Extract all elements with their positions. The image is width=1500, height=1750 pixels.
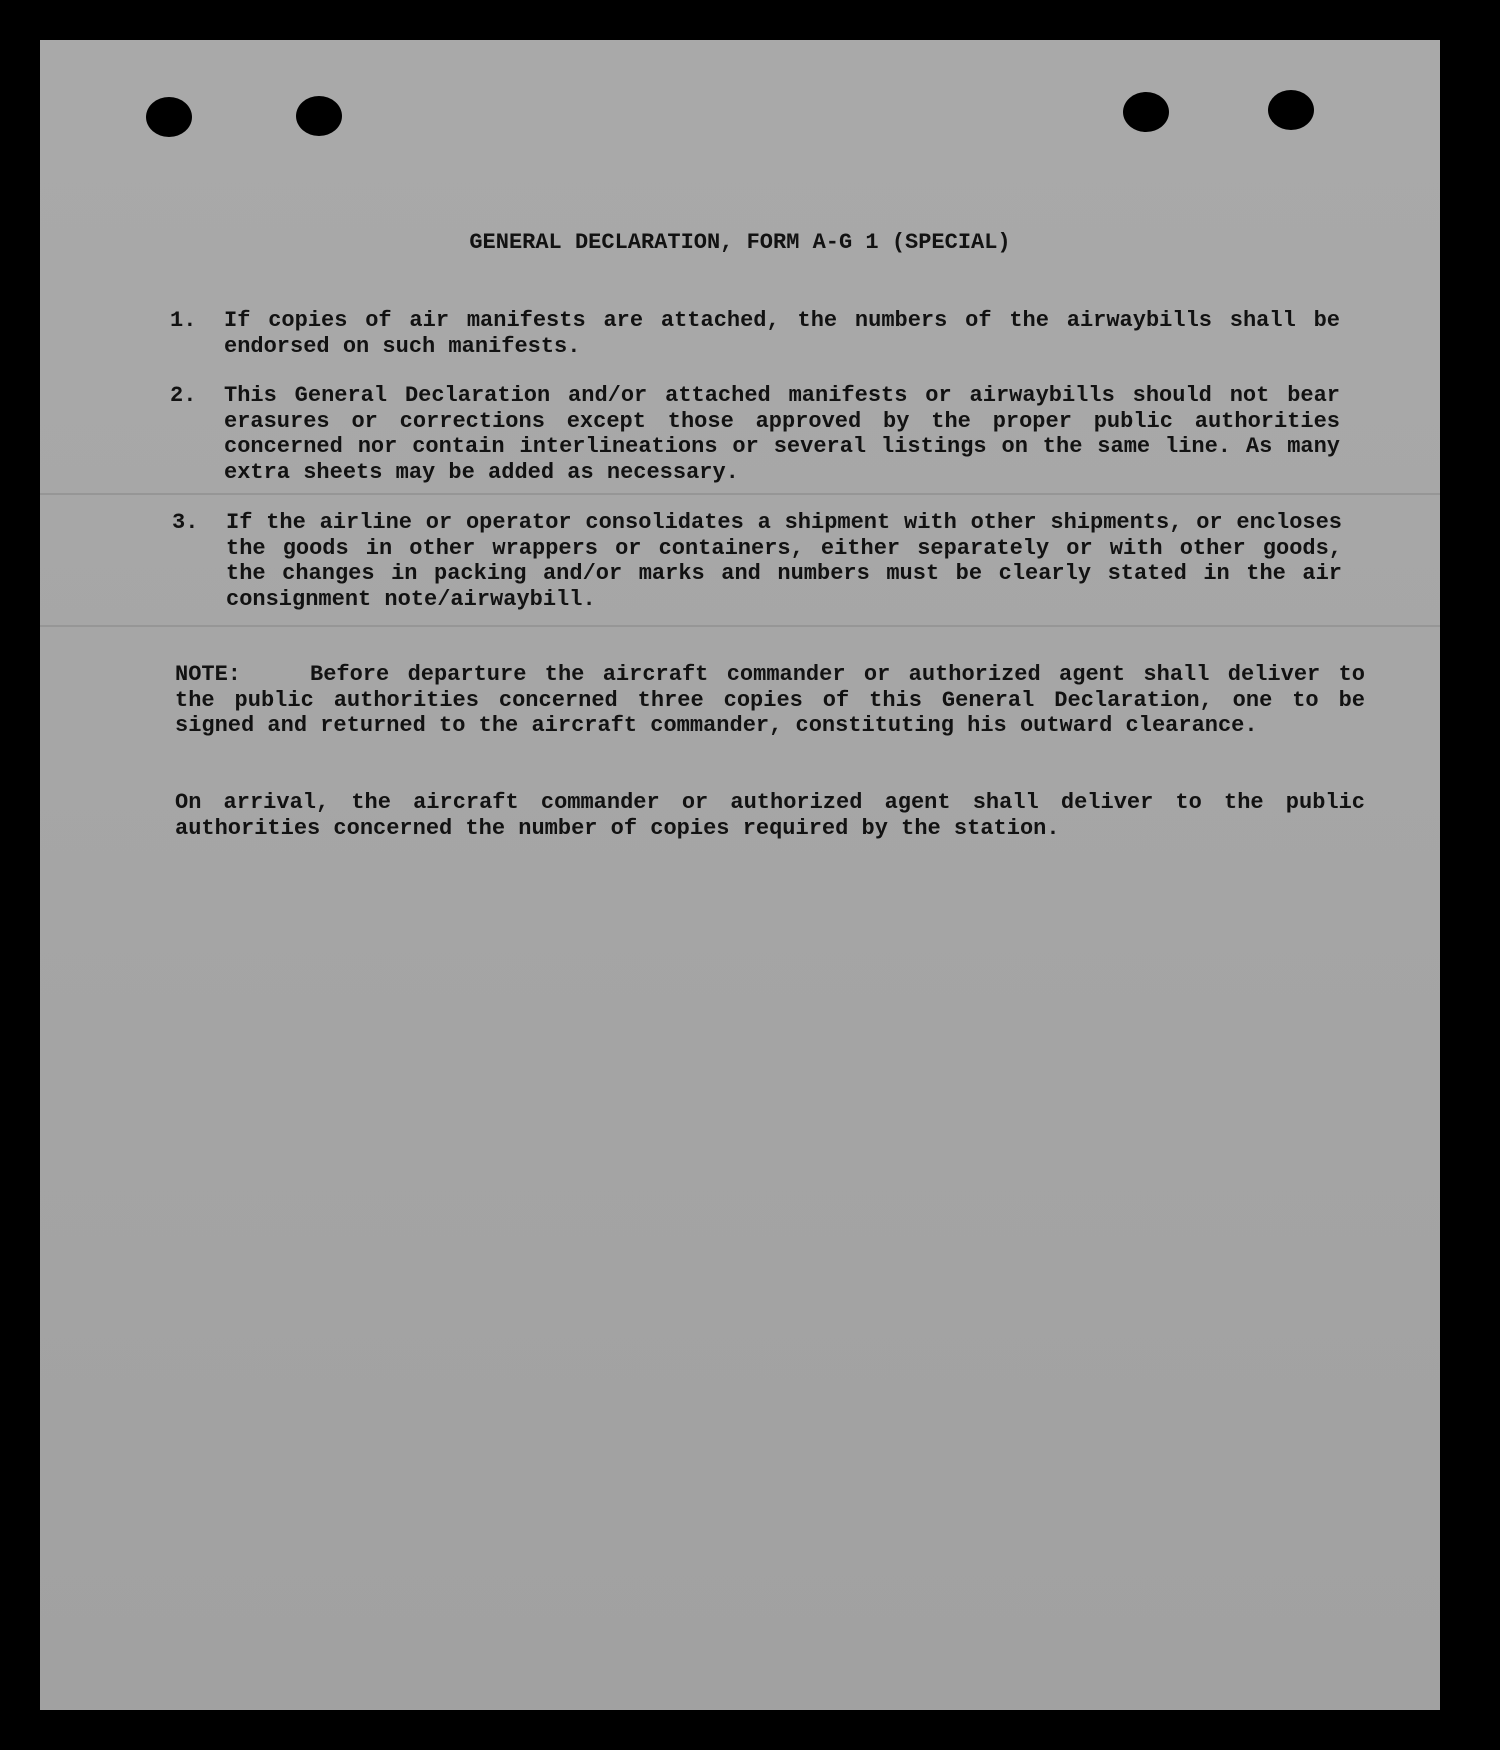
punch-hole xyxy=(1268,90,1314,130)
punch-hole xyxy=(1123,92,1169,132)
item-number: 2. xyxy=(170,383,197,408)
paper-fold-line xyxy=(40,493,1440,495)
document-title: GENERAL DECLARATION, FORM A-G 1 (SPECIAL) xyxy=(469,230,1011,255)
note-label: NOTE: xyxy=(175,662,242,687)
instruction-item-2 xyxy=(170,383,1340,485)
punch-hole xyxy=(296,96,342,136)
paper-fold-line xyxy=(40,625,1440,627)
arrival-note xyxy=(175,790,1365,841)
item-number: 3. xyxy=(172,510,199,535)
item-text: This General Declaration and/or attached manifests or airwaybills should not bear erasures or corrections except those approved by the proper public authorities concerned nor contain interlineations or several listings on the same line. As many extra sheets may be added as necessary. xyxy=(224,383,1340,485)
instruction-item-1 xyxy=(170,308,1340,359)
document-page xyxy=(40,40,1440,1710)
punch-hole xyxy=(146,97,192,137)
instruction-item-3 xyxy=(172,510,1342,612)
item-number: 1. xyxy=(170,308,197,333)
arrival-text: On arrival, the aircraft commander or authorized agent shall deliver to the public authorities concerned the number of copies required by the station. xyxy=(175,790,1365,841)
item-text: If the airline or operator consolidates a shipment with other shipments, or encloses the goods in other wrappers or containers, either separately or with other goods, the changes in packing and/or marks and numbers must be clearly stated in the air consignment note/airwaybill. xyxy=(226,510,1342,612)
departure-note xyxy=(175,662,1365,739)
note-text: Before departure the aircraft commander or authorized agent shall deliver to the public authorities concerned three copies of this General Declaration, one to be signed and returned to the aircraft commander, constituting his outward clearance. xyxy=(175,662,1365,738)
item-text: If copies of air manifests are attached, the numbers of the airwaybills shall be endorsed on such manifests. xyxy=(224,308,1340,359)
